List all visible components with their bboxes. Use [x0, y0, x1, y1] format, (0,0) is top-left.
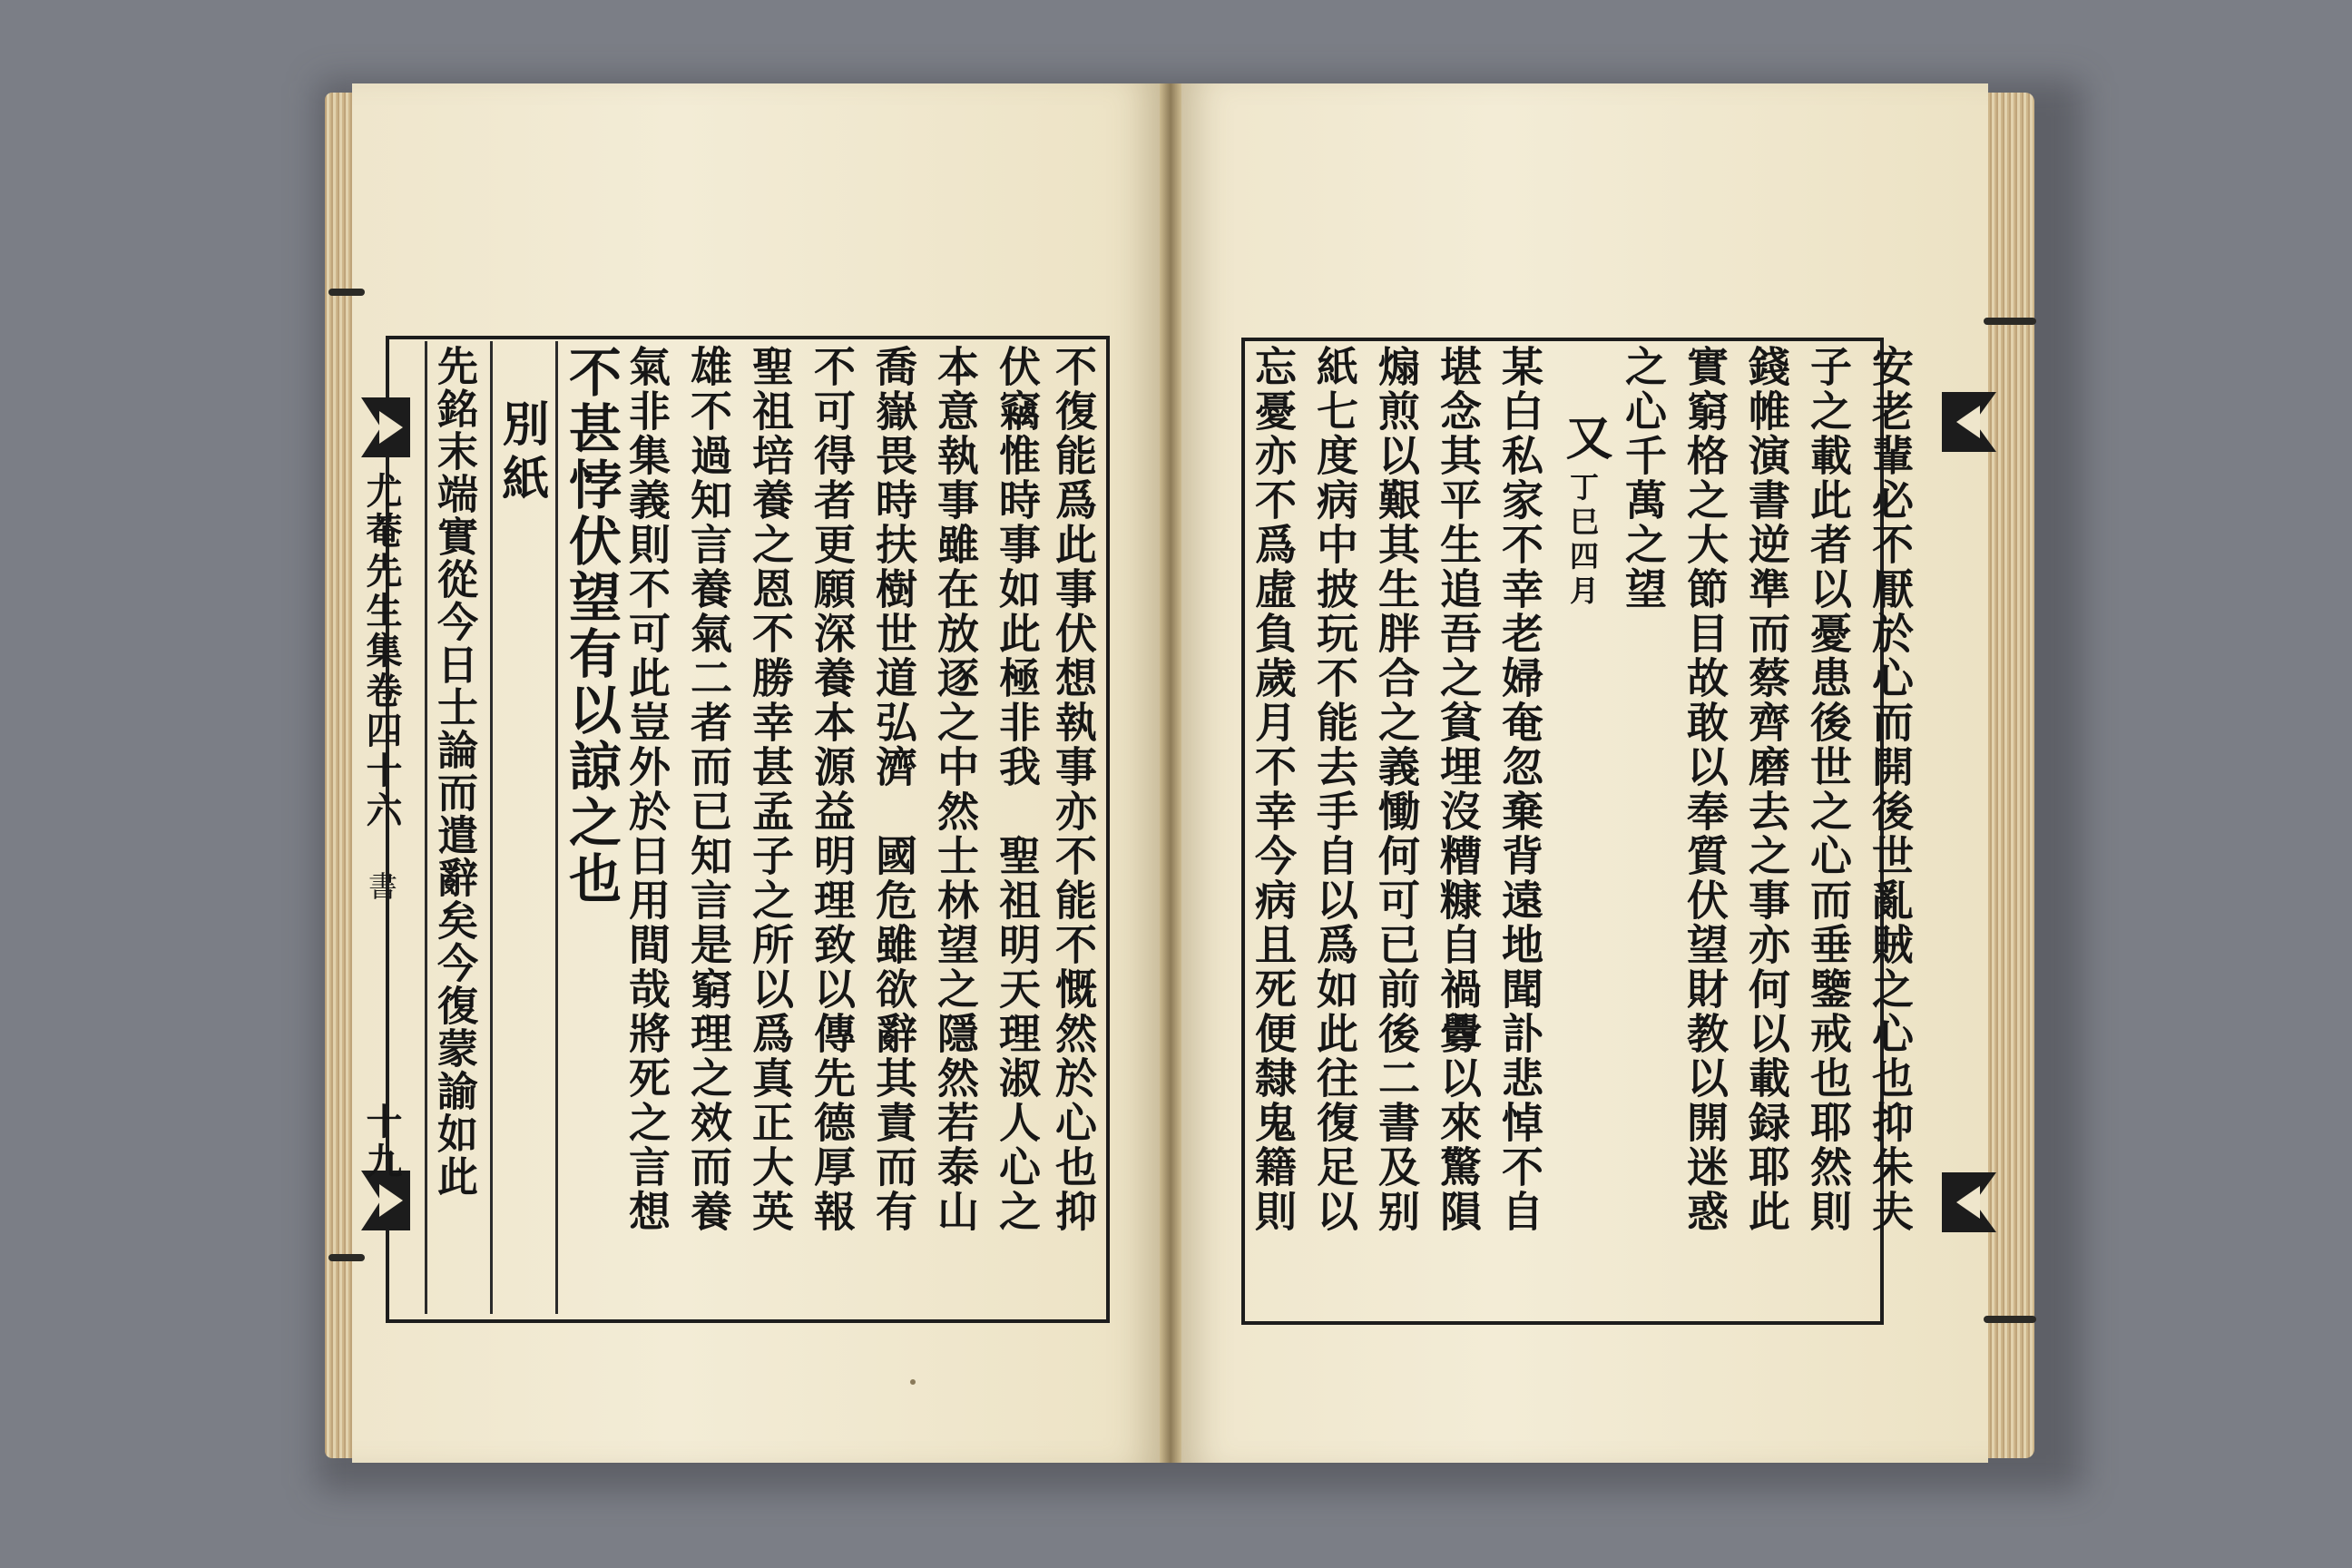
- text-column: 堪念其平生追吾之貧埋沒糟糠自禍釁以來驚隕: [1434, 345, 1483, 1234]
- section-heading: 別紙: [494, 399, 549, 508]
- binding-thread: [1984, 1316, 2036, 1323]
- section-heading: 又: [1557, 413, 1612, 464]
- right-page-edges: [1984, 93, 2034, 1458]
- text-column: 伏竊惟時事如此極非我 聖祖明天理淑人心之: [993, 345, 1042, 1234]
- book-gutter: [1160, 83, 1181, 1463]
- page-number: 十九: [360, 1102, 403, 1182]
- text-column: 安老輩必不厭於心而開後世亂賊之心也抑朱夫: [1866, 345, 1915, 1234]
- center-title: 尤菴先生集卷四十六: [360, 472, 403, 831]
- text-column: 不可得者更願深養本源益明理致以傳先德厚報: [808, 345, 857, 1234]
- text-column: 喬嶽畏時扶樹世道弘濟 國危雖欲辭其責而有: [869, 345, 918, 1234]
- text-column: 氣非集義則不可此豈外於日用間哉將死之言想: [622, 345, 671, 1234]
- text-column: 雄不過知言養氣二者而已知言是窮理之效而養: [684, 345, 733, 1234]
- heading-note: 丁巳四月: [1565, 472, 1600, 610]
- text-column: 煽煎以艱其生胖合之義慟何可已前後二書及别: [1372, 345, 1421, 1234]
- text-column: 忘憂亦不爲虛負歲月不幸今病且死便隸鬼籍則: [1249, 345, 1298, 1234]
- text-column: 錢帷演書逆準而蔡齊磨去之事亦何以載録耶此: [1742, 345, 1791, 1234]
- column-rule: [425, 341, 427, 1314]
- text-column: 之心千萬之望: [1619, 345, 1668, 612]
- text-column: 實窮格之大節目故敢以奉質伏望財教以開迷惑: [1681, 345, 1730, 1234]
- binding-thread: [328, 289, 365, 296]
- text-column: 不甚悖伏望有以諒之也: [560, 345, 622, 907]
- center-section: 書: [364, 871, 398, 904]
- column-rule: [555, 341, 558, 1314]
- column-rule: [490, 341, 493, 1314]
- text-column: 不復能爲此事伏想執事亦不能不慨然於心也抑: [1049, 345, 1098, 1234]
- text-column: 紙七度病中披玩不能去手自以爲如此往復足以: [1310, 345, 1359, 1234]
- binding-thread: [328, 1254, 365, 1261]
- text-column: 某白私家不幸老婦奄忽棄背遠地聞訃悲悼不自: [1495, 345, 1544, 1234]
- text-column: 先銘末端實從今日士論而遣辭矣今復蒙諭如此: [430, 345, 478, 1198]
- binding-thread: [1984, 318, 2036, 325]
- text-column: 子之載此者以憂患後世之心而垂鑒戒也耶然則: [1804, 345, 1853, 1234]
- text-column: 聖祖培養之恩不勝幸甚孟子之所以爲真正大英: [746, 345, 795, 1234]
- paper-spot: [910, 1379, 916, 1385]
- text-column: 本意執事雖在放逐之中然士林望之隱然若泰山: [931, 345, 980, 1234]
